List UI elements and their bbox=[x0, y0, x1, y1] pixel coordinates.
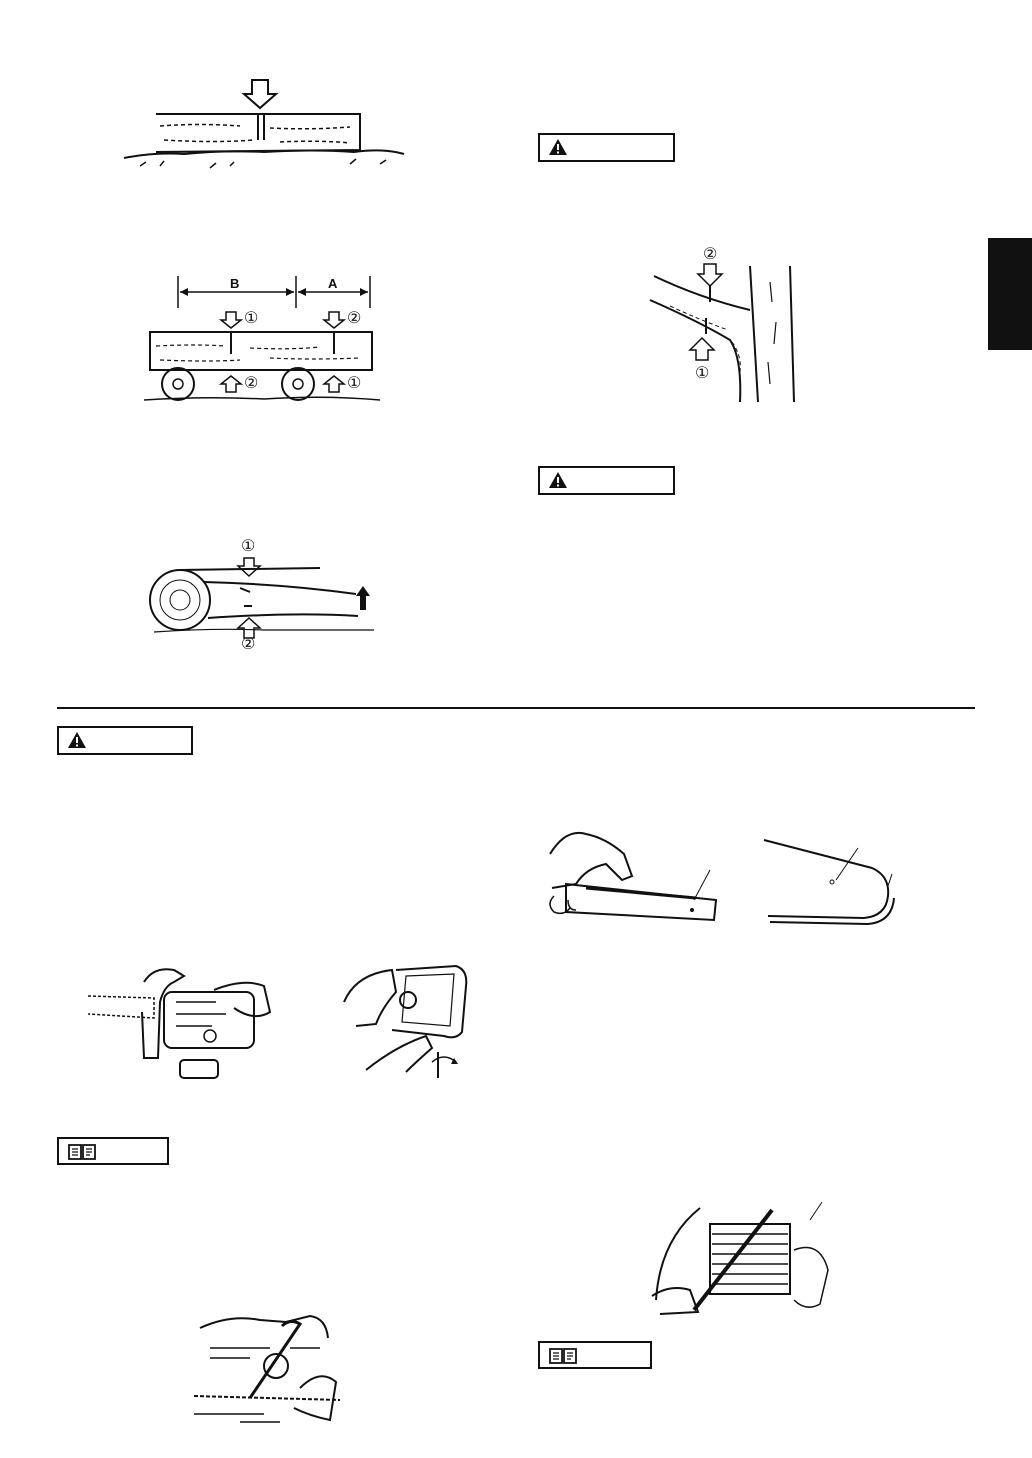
warning-box-1 bbox=[538, 133, 675, 162]
marker-1-top-left: ① bbox=[244, 310, 259, 327]
warning-triangle-icon bbox=[548, 138, 568, 156]
marker-2-tension-bottom: ② bbox=[241, 636, 256, 653]
section-divider bbox=[57, 707, 975, 709]
note-box-2 bbox=[538, 1341, 652, 1369]
dimension-b-label: B bbox=[230, 276, 240, 291]
log-under-tension-illustration bbox=[144, 556, 384, 636]
warning-triangle-icon bbox=[67, 731, 87, 749]
air-filter-cleaning-illustration bbox=[336, 962, 476, 1082]
guide-bar-cleaning-illustration bbox=[546, 824, 726, 924]
note-book-icon bbox=[549, 1347, 577, 1365]
section-side-tab bbox=[988, 238, 1032, 350]
marker-1-limb-bottom: ① bbox=[695, 365, 710, 382]
engine-cleaning-illustration bbox=[190, 1308, 340, 1428]
marker-2-limb-top: ② bbox=[703, 246, 718, 263]
marker-1-tension-top: ① bbox=[241, 538, 256, 555]
tree-limb-cut-illustration bbox=[640, 262, 810, 407]
marker-1-bottom-right: ① bbox=[347, 375, 362, 392]
warning-box-2 bbox=[538, 466, 675, 495]
marker-2-top-right: ② bbox=[347, 310, 362, 327]
log-on-ground-illustration bbox=[120, 78, 410, 178]
cylinder-fins-cleaning-illustration bbox=[650, 1200, 832, 1318]
guide-bar-tip-illustration bbox=[760, 836, 900, 946]
dimension-a-label: A bbox=[328, 276, 338, 291]
log-on-supports-illustration bbox=[140, 272, 380, 407]
chainsaw-cover-removal-illustration bbox=[84, 962, 274, 1082]
marker-2-bottom-left: ② bbox=[244, 375, 259, 392]
note-box-1 bbox=[57, 1137, 169, 1165]
warning-box-3 bbox=[57, 726, 193, 755]
note-book-icon bbox=[68, 1143, 96, 1161]
warning-triangle-icon bbox=[548, 471, 568, 489]
